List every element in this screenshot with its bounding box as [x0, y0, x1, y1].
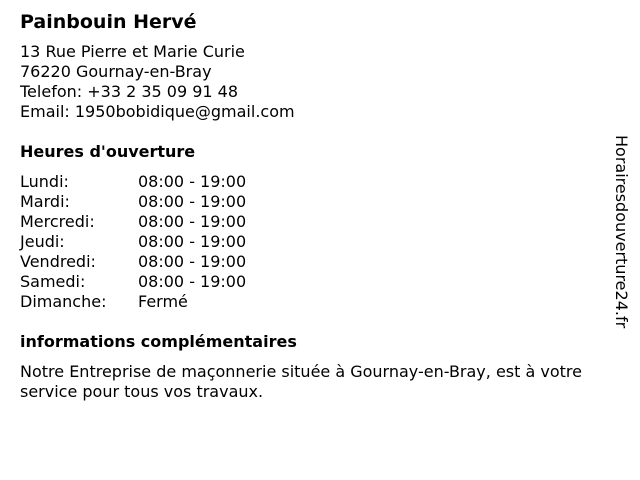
- hours-row-mardi: [20, 192, 620, 212]
- day-label: Mercredi:: [20, 212, 95, 231]
- day-label: Jeudi:: [20, 232, 65, 251]
- site-watermark: Horairesdouverture24.fr: [612, 135, 631, 329]
- hours-heading: Heures d'ouverture: [20, 142, 196, 161]
- day-label: Mardi:: [20, 192, 70, 211]
- hours-row-dimanche: [20, 292, 620, 312]
- address-city: 76220 Gournay-en-Bray: [20, 62, 212, 81]
- hours-table: [20, 172, 620, 312]
- day-label: Lundi:: [20, 172, 69, 191]
- day-label: Vendredi:: [20, 252, 96, 271]
- hours-row-jeudi: [20, 232, 620, 252]
- email-address[interactable]: Email: 1950bobidique@gmail.com: [20, 102, 295, 121]
- hours-row-lundi: [20, 172, 620, 192]
- time-value: 08:00 - 19:00: [138, 212, 247, 231]
- hours-row-samedi: [20, 272, 620, 292]
- time-value: 08:00 - 19:00: [138, 272, 247, 291]
- day-label: Samedi:: [20, 272, 86, 291]
- time-value: 08:00 - 19:00: [138, 192, 247, 211]
- hours-row-vendredi: [20, 252, 620, 272]
- time-value: 08:00 - 19:00: [138, 252, 247, 271]
- business-card: [20, 10, 620, 402]
- hours-row-mercredi: [20, 212, 620, 232]
- info-heading: informations complémentaires: [20, 332, 297, 351]
- address-street: 13 Rue Pierre et Marie Curie: [20, 42, 245, 61]
- time-value: Fermé: [138, 292, 188, 311]
- info-description: Notre Entreprise de maçonnerie située à Gournay-en-Bray, est à votre service pour tous vos travaux.: [20, 362, 582, 401]
- day-label: Dimanche:: [20, 292, 107, 311]
- time-value: 08:00 - 19:00: [138, 232, 247, 251]
- business-name: Painbouin Hervé: [20, 11, 197, 33]
- time-value: 08:00 - 19:00: [138, 172, 247, 191]
- phone-number[interactable]: Telefon: +33 2 35 09 91 48: [20, 82, 239, 101]
